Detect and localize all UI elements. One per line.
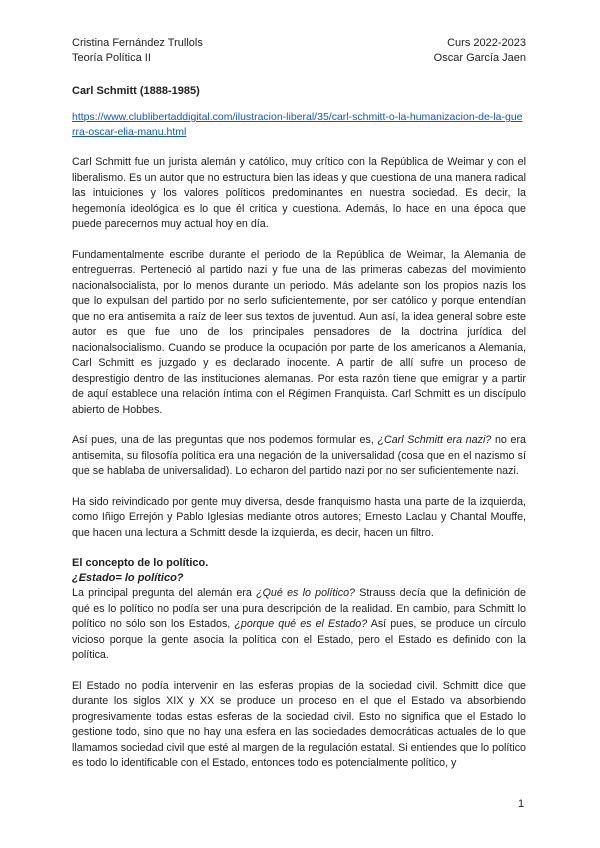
text-segment: Strauss decía que la definición de qué es lo político no podía ser una pura descripción de la realidad. En cambio, para Schmitt lo político no sólo son los Estados, (72, 587, 526, 630)
subsection-heading: ¿Estado= lo político? (72, 572, 184, 584)
text-segment: Así pues, una de las preguntas que nos podemos formular es, (72, 434, 378, 446)
document-title: Carl Schmitt (1888-1985) (72, 85, 200, 97)
paragraph-context: Fundamentalmente escribe durante el periodo de la República de Weimar, la Alemania de entreguerras. Perteneció al partido nazi y fue una de las primeras cabezas del movimiento nacionalsocialista, por lo menos durante un periodo. Más adelante son los propios nazis los que lo expulsan del partido por no serlo suficientemente, por ser católico y porque entendían que no era antisemita a raíz de leer sus textos de juventud. Aun así, la idea general sobre este autor es que fue uno de los principales pensadores de la doctrina jurídica del nacionalsocialismo. Cuando se produce la ocupación por parte de los americanos a Alemania, Carl Schmitt es juzgado y es declarado inocente. A partir de allí sufre un proceso de desprestigio dentro de las instituciones alemanas. Por esta razón tiene que emigrar y a partir de aquí establece una relación íntima con el Régimen Franquista. Carl Schmitt es un discípulo abierto de Hobbes. (72, 248, 526, 416)
document-header (72, 36, 526, 66)
paragraph-nazi-question (72, 433, 526, 480)
document-page (72, 36, 526, 772)
question-text: ¿Carl Schmitt era nazi? (377, 434, 492, 446)
text-segment: no era antisemita, su filosofía política era una negación de la universalidad (cosa que en el nazismo sí que se hablaba de universalidad). Lo echaron del partido nazi por no ser suficientemente nazi. (72, 434, 526, 477)
question-text: ¿porque qué es el Estado? (234, 618, 368, 630)
academic-year: Curs 2022-2023 (447, 37, 526, 49)
professor-name: Oscar García Jaen (433, 52, 526, 64)
paragraph-reception: Ha sido reivindicado por gente muy diversa, desde franquismo hasta una parte de la izquierda, como Iñigo Errejón y Pablo Iglesias mediante otros autores; Ernesto Laclau y Chantal Mouffe, que hacen una lectura a Schmitt desde la izquierda, es decir, hacen un filtro. (72, 495, 526, 539)
page-number: 1 (518, 798, 525, 810)
paragraph-political-question (72, 586, 526, 664)
author-name: Cristina Fernández Trullols (72, 37, 203, 49)
question-text: ¿Qué es lo político? (256, 587, 355, 599)
course-name: Teoría Política II (72, 52, 151, 64)
section-heading: El concepto de lo político. (72, 557, 209, 569)
paragraph-state-civil-society: El Estado no podía intervenir en las esferas propias de la sociedad civil. Schmitt dice que durante los siglos XIX y XX se produce un proceso en el que el Estado va absorbiendo progresivamente todas estas esferas de la sociedad civil. Esto no significa que el Estado lo gestione todo, sino que no hay una esfera en las sociedades democráticas actuales de lo que llamamos sociedad civil que esté al margen de la regulación estatal. Si entiendes que lo político es todo lo identificable con el Estado, entonces todo es potencialmente político, y (72, 679, 526, 769)
text-segment: Así pues, se produce un círculo vicioso porque la gente asocia la política con el Estado, pero el Estado es definido con la política. (72, 618, 527, 661)
paragraph-intro: Carl Schmitt fue un jurista alemán y católico, muy crítico con la República de Weimar y con el liberalismo. Es un autor que no estructura bien las ideas y que cuestiona de una manera radical las intuiciones y los valores políticos predominantes en nuestra sociedad. Es decir, la hegemonía ideológica es lo que él critica y cuestiona. Además, lo hace en una época que puede parecernos muy actual hoy en día. (72, 156, 526, 230)
source-link[interactable]: https://www.clublibertaddigital.com/ilustracion-liberal/35/carl-schmitt-o-la-humanizacion-de-la-guerra-oscar-elia-manu.html (72, 111, 523, 138)
text-segment: La principal pregunta del alemán era (72, 587, 257, 599)
